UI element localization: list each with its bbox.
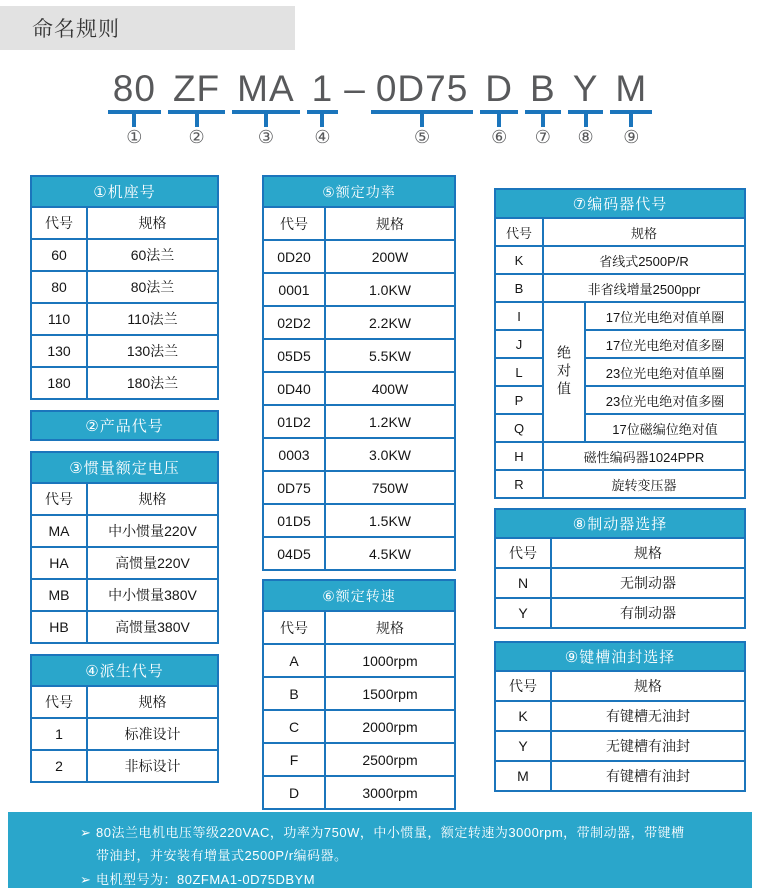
spec-cell: 有键槽无油封 xyxy=(551,701,745,731)
table-row xyxy=(263,743,455,776)
spec-cell: 130法兰 xyxy=(87,335,218,367)
note-line xyxy=(80,868,694,891)
code-cell: N xyxy=(495,568,551,598)
table-row xyxy=(263,776,455,809)
table-row xyxy=(31,579,218,611)
section-title: ⑤额定功率 xyxy=(263,176,455,207)
spec-cell: 1.2KW xyxy=(325,405,455,438)
spec-cell: 高惯量380V xyxy=(87,611,218,643)
model-segment-encoder xyxy=(530,70,556,148)
table-row xyxy=(31,750,218,782)
code-cell: 80 xyxy=(31,271,87,303)
spec-cell: 3000rpm xyxy=(325,776,455,809)
arrow-bullet-icon: ➢ xyxy=(80,871,91,887)
segment-number-badge: ⑥ xyxy=(491,127,508,147)
code-cell: D xyxy=(263,776,325,809)
table-row xyxy=(495,386,745,414)
table-row xyxy=(31,718,218,750)
spec-cell: 60法兰 xyxy=(87,239,218,271)
note-text: 电机型号为：80ZFMA1-0D75DBYM xyxy=(96,871,316,887)
segment-tick xyxy=(584,114,588,127)
code-cell: B xyxy=(263,677,325,710)
table-row xyxy=(495,731,745,761)
note-line xyxy=(80,821,694,868)
spec-cell: 17位光电绝对值多圈 xyxy=(585,330,745,358)
segment-number-badge: ① xyxy=(126,127,143,147)
segment-tick xyxy=(629,114,633,127)
table-frame-size xyxy=(30,175,219,400)
code-cell: M xyxy=(495,761,551,791)
section-title: ⑨键槽油封选择 xyxy=(495,642,745,671)
spec-cell: 磁性编码器1024PPR xyxy=(543,442,745,470)
table-row xyxy=(263,306,455,339)
spec-cell: 无制动器 xyxy=(551,568,745,598)
segment-text: 0D75 xyxy=(375,68,469,109)
segment-text: ZF xyxy=(172,68,221,109)
spec-cell: 2.2KW xyxy=(325,306,455,339)
code-cell: 1 xyxy=(31,718,87,750)
segment-number-badge: ③ xyxy=(257,127,274,147)
code-cell: MA xyxy=(31,515,87,547)
table-row xyxy=(495,414,745,442)
col-header-spec: 规格 xyxy=(87,483,218,515)
table-row xyxy=(31,271,218,303)
table-brake-selection xyxy=(494,508,746,629)
spec-cell: 17位磁编位绝对值 xyxy=(585,414,745,442)
col-header-code: 代号 xyxy=(31,483,87,515)
col-header-spec: 规格 xyxy=(551,538,745,568)
segment-number-badge: ② xyxy=(188,127,205,147)
segment-tick xyxy=(320,114,324,127)
section-title: ⑥额定转速 xyxy=(263,580,455,611)
spec-cell: 1500rpm xyxy=(325,677,455,710)
segment-text: 80 xyxy=(112,68,156,109)
example-note-band xyxy=(8,812,752,888)
model-segment-frame xyxy=(113,70,156,148)
code-cell: 05D5 xyxy=(263,339,325,372)
table-row xyxy=(263,644,455,677)
note-text: 80法兰电机电压等级220VAC，功率为750W，中小惯量，额定转速为3000rpm，带制动器，带键槽带油封，并安装有增量式2500P/r编码器。 xyxy=(96,825,685,864)
spec-cell: 中小惯量380V xyxy=(87,579,218,611)
segment-tick xyxy=(132,114,136,127)
table-row xyxy=(495,470,745,498)
col-header-spec: 规格 xyxy=(87,686,218,718)
spec-cell: 110法兰 xyxy=(87,303,218,335)
table-row xyxy=(263,273,455,306)
code-cell: HB xyxy=(31,611,87,643)
column-left xyxy=(30,175,219,783)
col-header-code: 代号 xyxy=(31,207,87,239)
spec-cell: 23位光电绝对值多圈 xyxy=(585,386,745,414)
code-cell: Y xyxy=(495,731,551,761)
column-middle xyxy=(262,175,456,810)
spec-cell: 3.0KW xyxy=(325,438,455,471)
model-segment-product xyxy=(173,70,220,148)
section-title: ⑦编码器代号 xyxy=(495,189,745,218)
table-row xyxy=(495,568,745,598)
col-header-spec: 规格 xyxy=(325,611,455,644)
code-cell: 2 xyxy=(31,750,87,782)
segment-tick xyxy=(497,114,501,127)
table-row xyxy=(495,598,745,628)
segment-tick xyxy=(264,114,268,127)
model-dash: – xyxy=(344,68,365,109)
segment-tick xyxy=(541,114,545,127)
absolute-value-label: 绝对值 xyxy=(556,345,572,399)
table-row xyxy=(495,761,745,791)
table-rated-speed xyxy=(262,579,456,810)
code-cell: 130 xyxy=(31,335,87,367)
table-row xyxy=(263,537,455,570)
code-cell: 0D75 xyxy=(263,471,325,504)
col-header-spec: 规格 xyxy=(325,207,455,240)
code-cell: I xyxy=(495,302,543,330)
segment-number-badge: ⑧ xyxy=(577,127,594,147)
table-row xyxy=(495,701,745,731)
table-row xyxy=(263,405,455,438)
col-header-code: 代号 xyxy=(31,686,87,718)
col-header-code: 代号 xyxy=(263,207,325,240)
segment-tick xyxy=(420,114,424,127)
column-right xyxy=(494,188,746,792)
spec-cell: 非标设计 xyxy=(87,750,218,782)
segment-number-badge: ⑦ xyxy=(534,127,551,147)
code-cell: MB xyxy=(31,579,87,611)
page-title: 命名规则 xyxy=(32,18,120,41)
spec-cell: 有键槽有油封 xyxy=(551,761,745,791)
model-segment-brake xyxy=(573,70,599,148)
model-segment-keyway xyxy=(615,70,647,148)
table-derivative-code xyxy=(30,654,219,783)
table-row xyxy=(263,471,455,504)
spec-cell: 180法兰 xyxy=(87,367,218,399)
section-title: ①机座号 xyxy=(31,176,218,207)
code-cell: K xyxy=(495,246,543,274)
section-title: ④派生代号 xyxy=(31,655,218,686)
segment-text: M xyxy=(615,68,648,109)
spec-cell: 400W xyxy=(325,372,455,405)
table-row xyxy=(495,246,745,274)
table-row xyxy=(263,504,455,537)
col-header-spec: 规格 xyxy=(543,218,745,246)
col-header-code: 代号 xyxy=(263,611,325,644)
table-keyway-oilseal-selection xyxy=(494,641,746,792)
spec-cell: 无键槽有油封 xyxy=(551,731,745,761)
spec-cell: 1.0KW xyxy=(325,273,455,306)
spec-cell: 200W xyxy=(325,240,455,273)
code-cell: P xyxy=(495,386,543,414)
spec-cell: 2000rpm xyxy=(325,710,455,743)
section-title: ③惯量额定电压 xyxy=(31,452,218,483)
code-cell: 01D2 xyxy=(263,405,325,438)
code-cell: Y xyxy=(495,598,551,628)
table-row xyxy=(263,372,455,405)
spec-cell: 750W xyxy=(325,471,455,504)
spec-cell: 中小惯量220V xyxy=(87,515,218,547)
model-segment-derivative xyxy=(312,70,334,148)
section-title-product-code: ②产品代号 xyxy=(30,410,219,441)
col-header-code: 代号 xyxy=(495,671,551,701)
code-cell: 02D2 xyxy=(263,306,325,339)
section-title: ⑧制动器选择 xyxy=(495,509,745,538)
model-code-breakdown xyxy=(0,70,760,148)
spec-cell: 5.5KW xyxy=(325,339,455,372)
code-cell: 0001 xyxy=(263,273,325,306)
spec-cell: 有制动器 xyxy=(551,598,745,628)
code-cell: R xyxy=(495,470,543,498)
table-row xyxy=(263,710,455,743)
segment-text: B xyxy=(530,68,556,109)
code-cell: HA xyxy=(31,547,87,579)
spec-cell: 17位光电绝对值单圈 xyxy=(585,302,745,330)
segment-text: Y xyxy=(572,68,599,109)
table-row xyxy=(263,438,455,471)
segment-text: MA xyxy=(237,68,295,109)
spec-cell: 旋转变压器 xyxy=(543,470,745,498)
spec-cell: 2500rpm xyxy=(325,743,455,776)
table-row xyxy=(31,515,218,547)
segment-text: 1 xyxy=(311,68,334,109)
code-cell: A xyxy=(263,644,325,677)
code-cell: C xyxy=(263,710,325,743)
table-row xyxy=(31,335,218,367)
model-segment-inertia-voltage xyxy=(237,70,295,148)
model-segment-speed xyxy=(485,70,513,148)
spec-cell: 省线式2500P/R xyxy=(543,246,745,274)
table-row xyxy=(495,302,745,330)
segment-tick xyxy=(195,114,199,127)
code-cell: J xyxy=(495,330,543,358)
col-header-spec: 规格 xyxy=(87,207,218,239)
table-row xyxy=(31,611,218,643)
code-cell: 04D5 xyxy=(263,537,325,570)
arrow-bullet-icon: ➢ xyxy=(80,825,91,840)
col-header-code: 代号 xyxy=(495,218,543,246)
code-cell: K xyxy=(495,701,551,731)
table-row xyxy=(495,330,745,358)
code-cell: 110 xyxy=(31,303,87,335)
spec-cell: 非省线增量2500ppr xyxy=(543,274,745,302)
page-title-bar xyxy=(0,6,295,50)
code-cell: H xyxy=(495,442,543,470)
spec-cell: 1000rpm xyxy=(325,644,455,677)
spec-cell: 高惯量220V xyxy=(87,547,218,579)
spec-cell: 80法兰 xyxy=(87,271,218,303)
table-row xyxy=(31,367,218,399)
table-row xyxy=(263,339,455,372)
code-cell: 0D40 xyxy=(263,372,325,405)
code-cell: 0D20 xyxy=(263,240,325,273)
table-row xyxy=(495,274,745,302)
table-row xyxy=(31,239,218,271)
code-cell: L xyxy=(495,358,543,386)
code-cell: 180 xyxy=(31,367,87,399)
table-row xyxy=(263,677,455,710)
segment-number-badge: ④ xyxy=(314,127,331,147)
table-inertia-voltage xyxy=(30,451,219,644)
table-row xyxy=(31,303,218,335)
col-header-spec: 规格 xyxy=(551,671,745,701)
code-cell: 0003 xyxy=(263,438,325,471)
code-cell: Q xyxy=(495,414,543,442)
spec-cell: 4.5KW xyxy=(325,537,455,570)
segment-text: D xyxy=(485,68,513,109)
table-row xyxy=(495,442,745,470)
table-row xyxy=(31,547,218,579)
code-cell: 01D5 xyxy=(263,504,325,537)
code-cell: F xyxy=(263,743,325,776)
col-header-code: 代号 xyxy=(495,538,551,568)
segment-number-badge: ⑨ xyxy=(623,127,640,147)
code-cell: B xyxy=(495,274,543,302)
table-rated-power xyxy=(262,175,456,571)
table-row xyxy=(495,358,745,386)
code-cell: 60 xyxy=(31,239,87,271)
model-segment-power xyxy=(376,70,468,148)
table-row xyxy=(263,240,455,273)
spec-cell: 23位光电绝对值单圈 xyxy=(585,358,745,386)
spec-cell: 1.5KW xyxy=(325,504,455,537)
spec-cell: 标准设计 xyxy=(87,718,218,750)
table-encoder-code xyxy=(494,188,746,499)
segment-number-badge: ⑤ xyxy=(413,127,431,147)
absolute-value-merged-cell xyxy=(543,302,585,442)
